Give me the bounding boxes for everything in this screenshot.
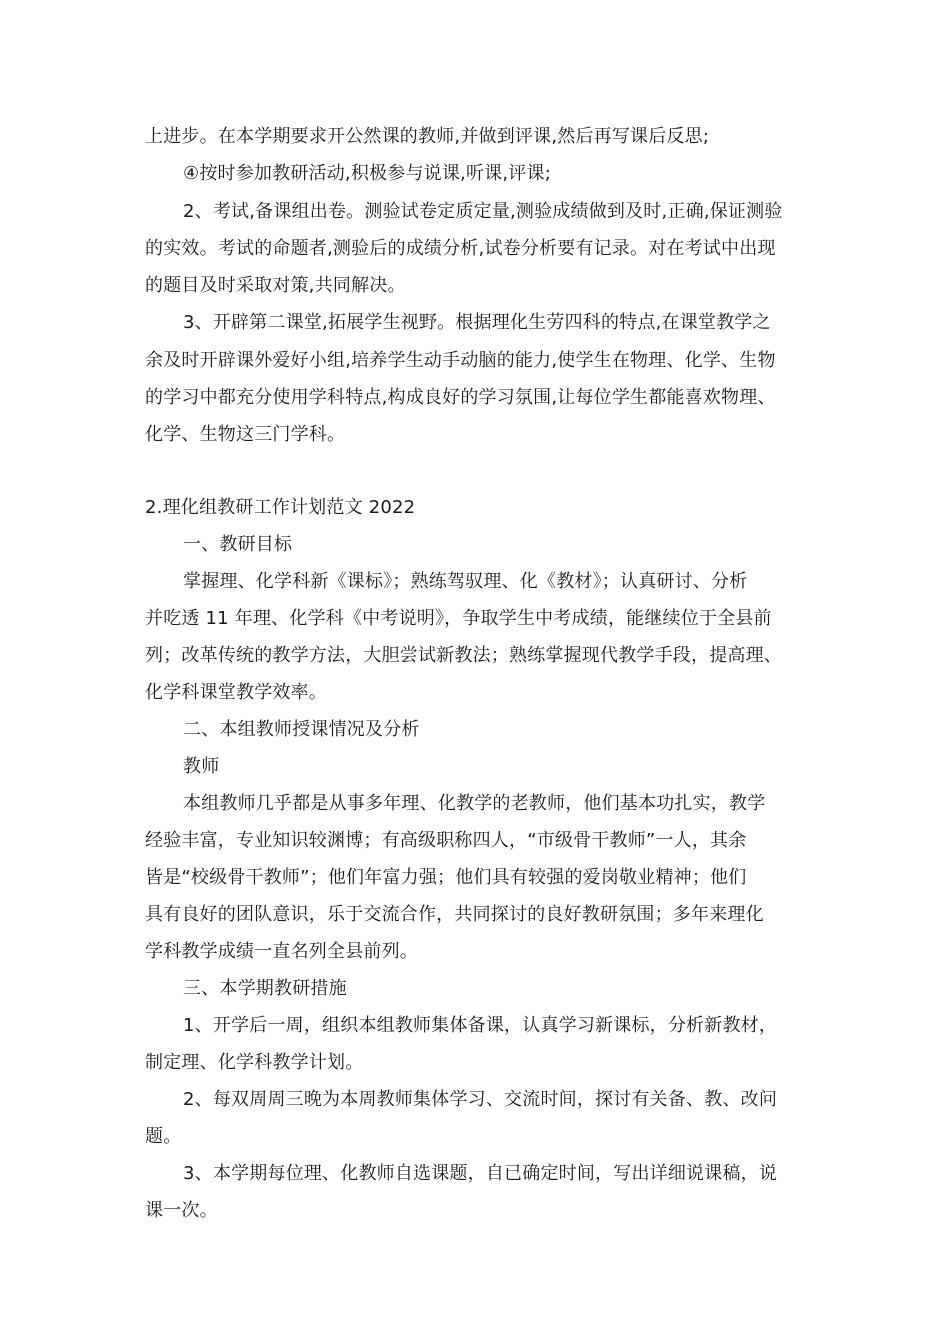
paragraph-line: 的学习中都充分使用学科特点,构成良好的学习氛围,让每位学生都能喜欢物理、 — [145, 387, 776, 408]
paragraph-line: 皆是“校级骨干教师”；他们年富力强；他们具有较强的爱岗敬业精神；他们 — [145, 867, 747, 888]
paragraph-line: 本组教师几乎都是从事多年理、化教学的老教师，他们基本功扎实，教学 — [183, 793, 766, 814]
paragraph-line: 学科教学成绩一直名列全县前列。 — [145, 941, 418, 962]
paragraph-line: 3、本学期每位理、化教师自选课题，自已确定时间，写出详细说课稿，说 — [183, 1163, 778, 1184]
paragraph-line: 制定理、化学科教学计划。 — [145, 1052, 364, 1073]
paragraph-line: 2、每双周周三晚为本周教师集体学习、交流时间，探讨有关备、教、改问 — [183, 1089, 778, 1110]
paragraph-line: 1、开学后一周，组织本组教师集体备课，认真学习新课标，分析新教材， — [183, 1015, 778, 1036]
paragraph-line: 课一次。 — [145, 1200, 218, 1221]
paragraph-line: 的实效。考试的命题者,测验后的成绩分析,试卷分析要有记录。对在考试中出现 — [145, 238, 776, 259]
paragraph-line: 列；改革传统的教学方法，大胆尝试新教法；熟练掌握现代教学手段，提高理、 — [145, 645, 782, 666]
heading-line: 二、本组教师授课情况及分析 — [183, 719, 420, 740]
paragraph-line: 2、考试,备课组出卷。测验试卷定质定量,测验成绩做到及时,正确,保证测验 — [183, 201, 783, 222]
section-title: 2.理化组教研工作计划范文 2022 — [145, 497, 416, 518]
paragraph-line: 题。 — [145, 1126, 182, 1147]
paragraph-line: 3、开辟第二课堂,拓展学生视野。根据理化生劳四科的特点,在课堂教学之 — [183, 312, 771, 333]
heading-line: 一、教研目标 — [183, 534, 293, 555]
heading-line: 三、本学期教研措施 — [183, 978, 347, 999]
subheading-line: 教师 — [183, 756, 220, 777]
paragraph-line: 具有良好的团队意识，乐于交流合作，共同探讨的良好教研氛围；多年来理化 — [145, 904, 764, 925]
paragraph-line: 化学科课堂教学效率。 — [145, 682, 327, 703]
paragraph-line: ④按时参加教研活动,积极参与说课,听课,评课; — [183, 163, 551, 184]
paragraph-line: 经验丰富，专业知识较渊博；有高级职称四人，“市级骨干教师”一人，其余 — [145, 830, 747, 851]
paragraph-line: 并吃透 11 年理、化学科《中考说明》，争取学生中考成绩，能继续位于全县前 — [145, 608, 772, 629]
paragraph-line: 上进步。在本学期要求开公然课的教师,并做到评课,然后再写课后反思; — [145, 126, 710, 147]
paragraph-line: 掌握理、化学科新《课标》；熟练驾驭理、化《教材》；认真研讨、分析 — [183, 571, 748, 592]
paragraph-line: 化学、生物这三门学科。 — [145, 424, 346, 445]
paragraph-line: 余及时开辟课外爱好小组,培养学生动手动脑的能力,使学生在物理、化学、生物 — [145, 350, 776, 371]
paragraph-line: 的题目及时采取对策,共同解决。 — [145, 275, 406, 296]
